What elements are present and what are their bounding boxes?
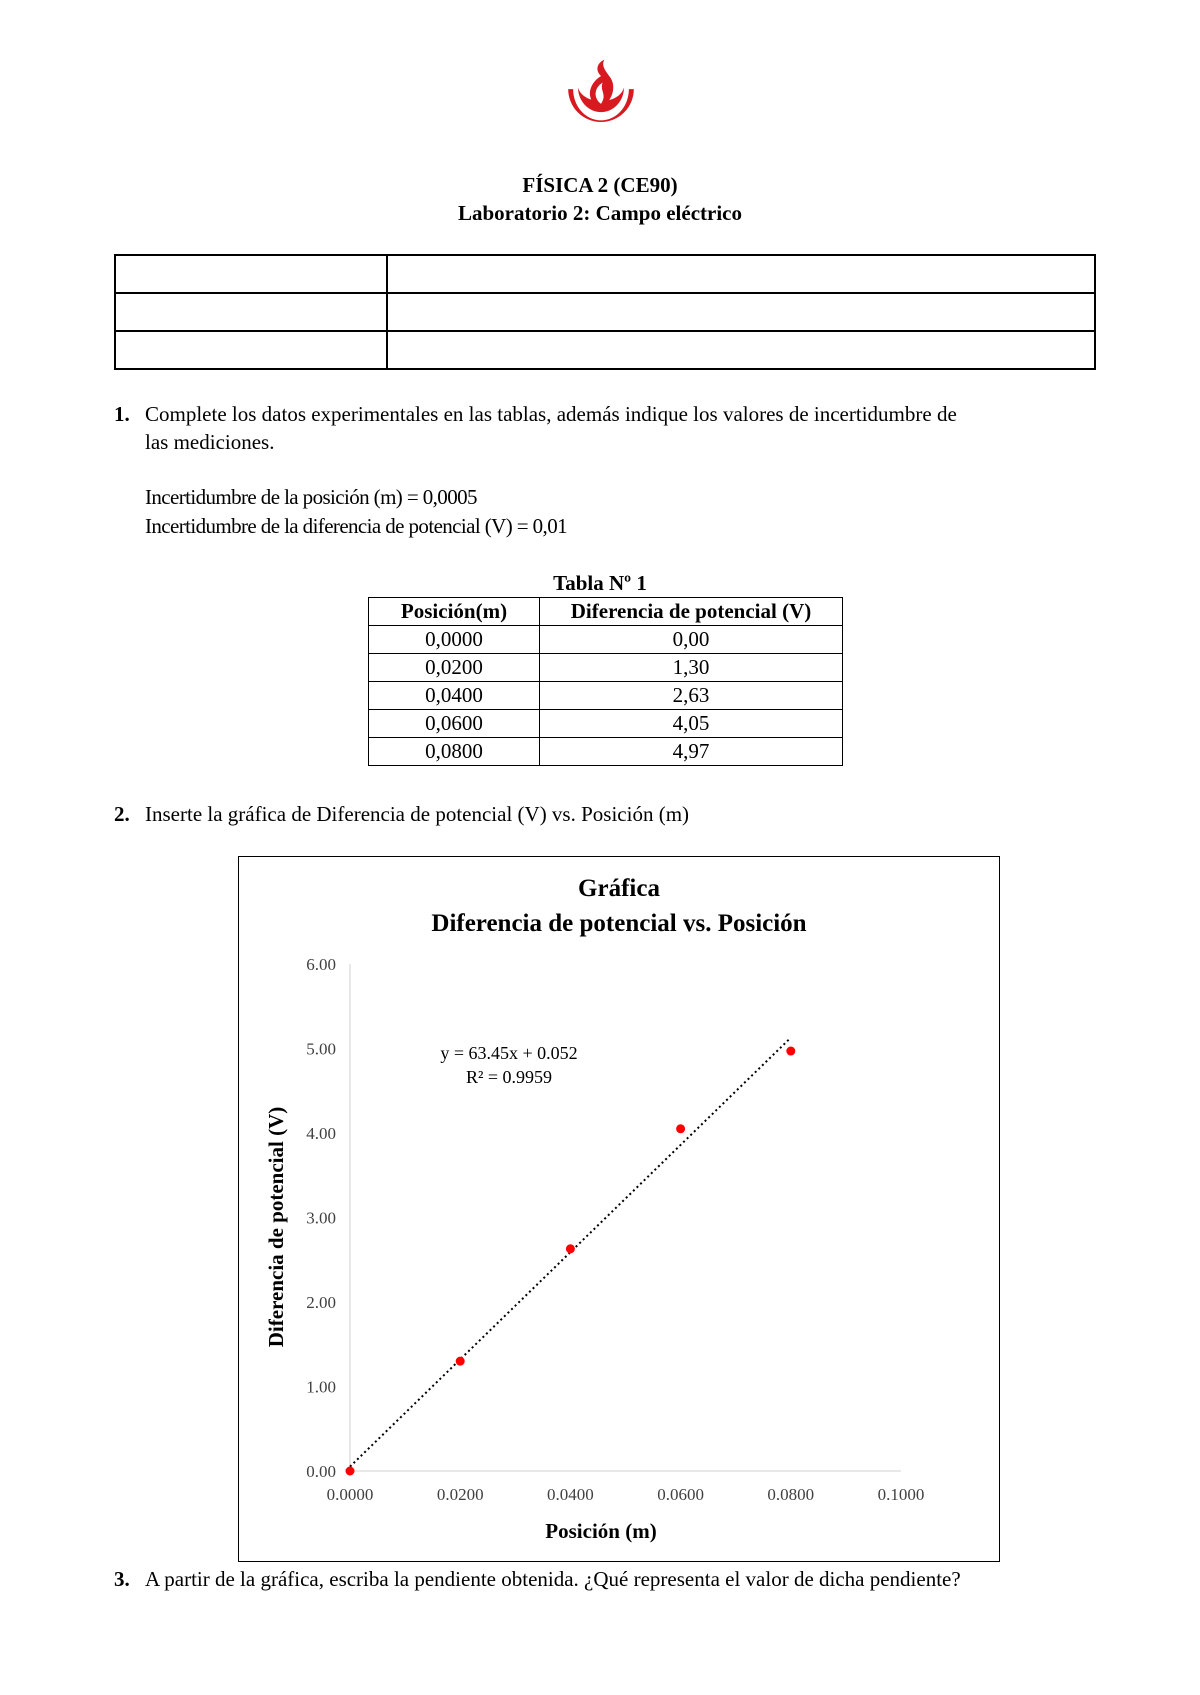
x-tick-label: 0.0400 [547,1485,594,1504]
table-row [369,682,843,710]
column-header: Posición(m) [369,598,540,626]
y-tick-label: 1.00 [306,1377,336,1397]
data-table [368,597,843,766]
table-row [369,710,843,738]
r-squared: R² = 0.9959 [465,1067,553,1087]
question-number: 3. [114,1567,130,1591]
question-text-cont: las mediciones. [145,430,275,454]
position-uncertainty: Incertidumbre de la posición (m) = 0,0005 [145,485,477,509]
y-tick-label: 3.00 [306,1208,336,1228]
x-tick-label: 0.1000 [877,1485,925,1504]
y-tick-label: 2.00 [306,1293,336,1312]
question-number: 2. [114,802,130,826]
info-cell[interactable] [387,255,1095,293]
data-point [456,1357,465,1366]
question-text: Complete los datos experimentales en las tablas, además indique los valores de incertidumbre de [145,402,957,426]
student-info-table [114,254,1096,370]
table-cell: 4,05 [540,710,843,738]
info-cell[interactable] [387,331,1095,369]
info-cell[interactable] [115,293,387,331]
table-cell: 0,0000 [369,626,540,654]
table-row [369,738,843,766]
question-text: A partir de la gráfica, escriba la pendiente obtenida. ¿Qué representa el valor de dicha pendiente? [145,1567,961,1591]
y-tick-label: 5.00 [306,1039,336,1059]
data-point [566,1244,575,1253]
table-cell: 0,0200 [369,654,540,682]
course-title: FÍSICA 2 (CE90) [522,173,678,197]
y-tick-label: 6.00 [306,955,336,974]
table-cell: 1,30 [540,654,843,682]
lab-title: Laboratorio 2: Campo eléctrico [457,201,742,225]
chart-title: Gráfica [578,875,660,902]
y-tick-label: 0.00 [306,1462,336,1481]
table-cell: 2,63 [540,682,843,710]
data-point [786,1047,795,1056]
x-tick-label: 0.0200 [436,1485,484,1504]
question-text: Inserte la gráfica de Diferencia de potencial (V) vs. Posición (m) [145,802,690,826]
voltage-uncertainty: Incertidumbre de la diferencia de potencial (V) = 0,01 [145,514,567,538]
x-tick-label: 0.0800 [767,1485,815,1504]
data-point [676,1124,685,1133]
table-cell: 0,0400 [369,682,540,710]
trendline-equation: y = 63.45x + 0.052 [440,1043,578,1063]
info-cell[interactable] [387,293,1095,331]
y-tick-label: 4.00 [306,1124,336,1143]
data-point [346,1467,355,1476]
chart-frame [238,856,1000,1562]
x-tick-label: 0.0000 [326,1485,374,1504]
table-cell: 0,0800 [369,738,540,766]
table-cell: 4,97 [540,738,843,766]
x-axis-label: Posición (m) [545,1519,657,1543]
table-cell: 0,00 [540,626,843,654]
table-row [369,654,843,682]
info-cell[interactable] [115,331,387,369]
column-header: Diferencia de potencial (V) [540,598,843,626]
table-cell: 0,0600 [369,710,540,738]
x-tick-label: 0.0600 [657,1485,704,1504]
table-row [369,626,843,654]
chart-subtitle: Diferencia de potencial vs. Posición [431,910,807,937]
table-caption: Tabla Nº 1 [553,571,647,595]
scatter-chart [239,857,999,1561]
university-logo [560,58,642,140]
info-cell[interactable] [115,255,387,293]
y-axis-label: Diferencia de potencial (V) [264,1106,288,1348]
question-number: 1. [114,402,130,426]
